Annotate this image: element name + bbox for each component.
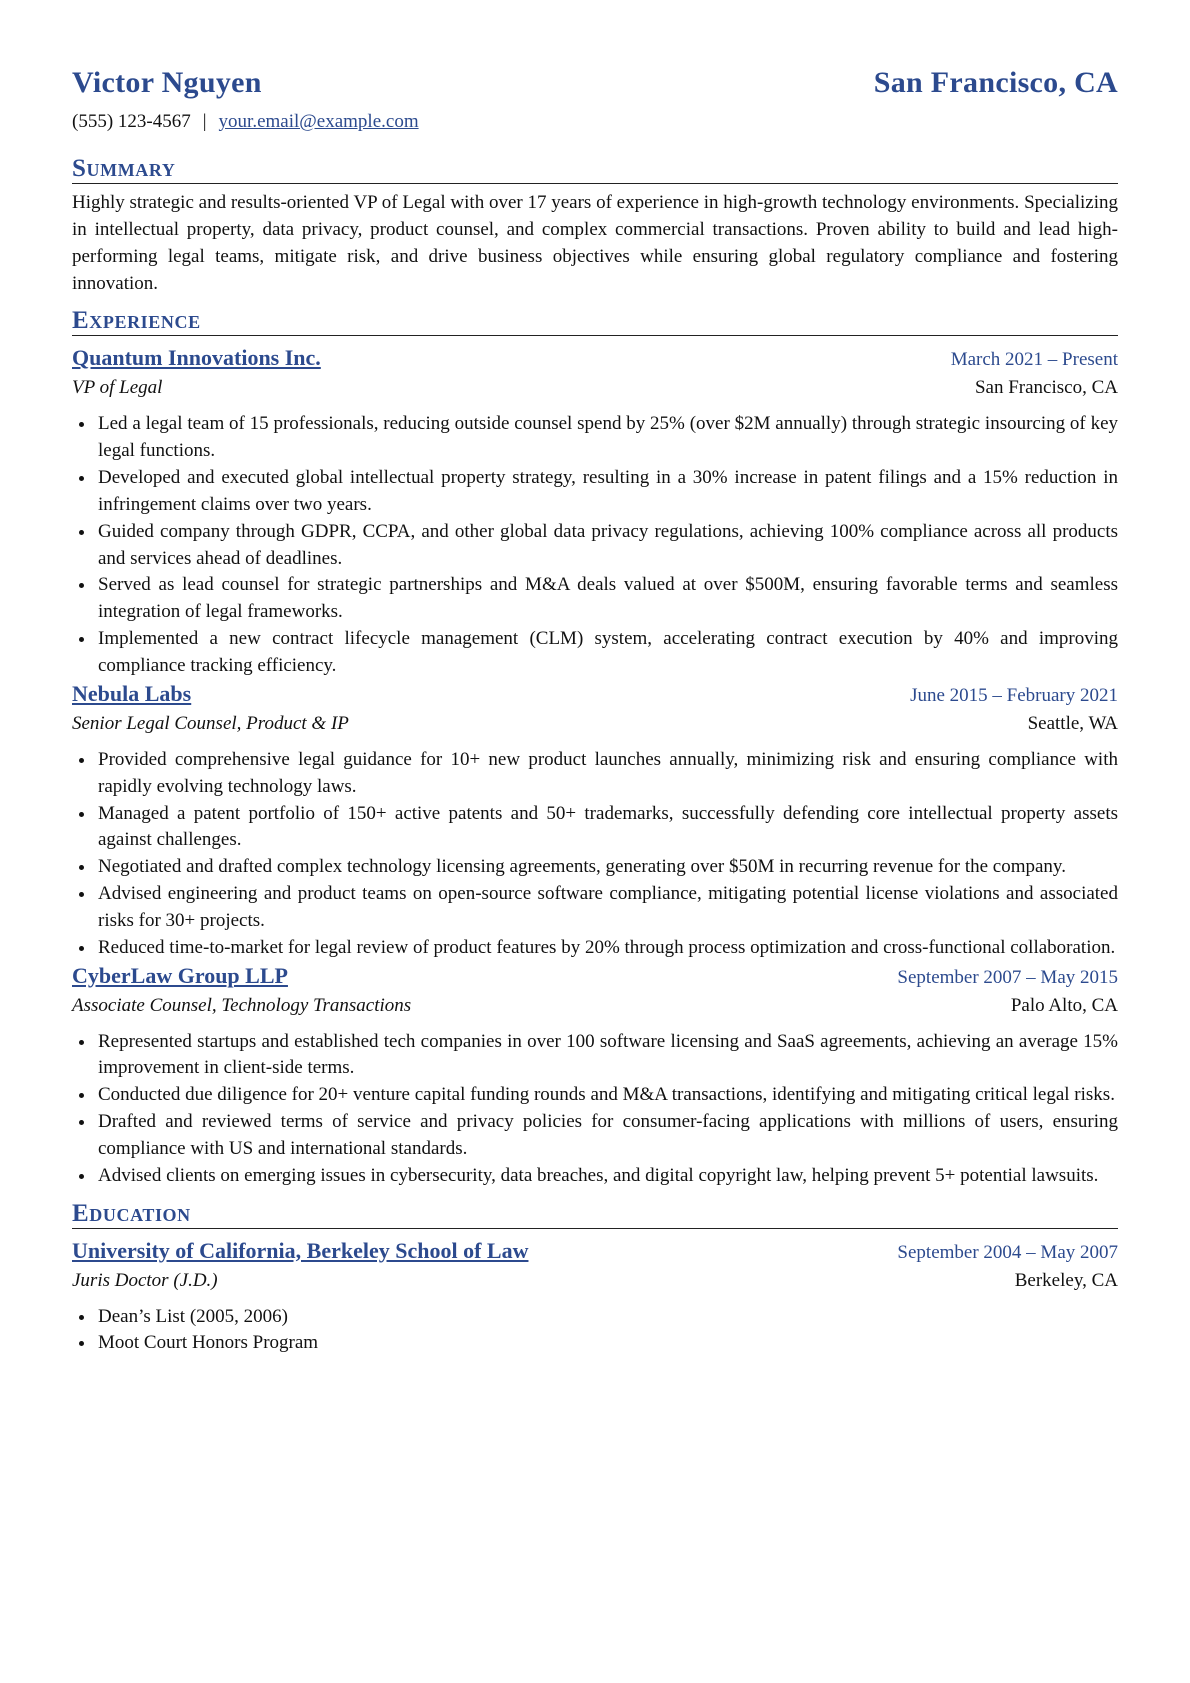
phone-number: (555) 123-4567 xyxy=(72,111,191,132)
entry-location: Palo Alto, CA xyxy=(1010,994,1118,1016)
job-bullet: • Reduced time-to-market for legal review of product features by 20% through process optimization and cross-functional collaboration. xyxy=(96,935,1118,962)
bullet-list xyxy=(72,1029,1118,1190)
experience-list xyxy=(72,344,1118,1189)
entry-subheader-row xyxy=(72,374,1118,401)
job-title: Associate Counsel, Technology Transactions xyxy=(72,994,412,1016)
education-entry xyxy=(72,1237,1118,1358)
candidate-name: Victor Nguyen xyxy=(72,66,262,99)
experience-entry xyxy=(72,344,1118,679)
entry-location: Berkeley, CA xyxy=(1014,1269,1118,1291)
job-bullet: • Represented startups and established tech companies in over 100 software licensing and SaaS agreements, achieving an average 15% improvement in client-side terms. xyxy=(96,1029,1118,1083)
experience-heading: Experience xyxy=(72,307,1118,336)
education-list xyxy=(72,1237,1118,1358)
entry-dates: June 2015 – February 2021 xyxy=(910,684,1118,706)
education-heading: Education xyxy=(72,1200,1118,1229)
entry-header-row xyxy=(72,1237,1118,1267)
summary-heading: Summary xyxy=(72,155,1118,184)
entry-subheader-row xyxy=(72,1267,1118,1294)
entry-header-row xyxy=(72,962,1118,992)
company-link[interactable]: CyberLaw Group LLP xyxy=(72,962,288,988)
bullet-list xyxy=(72,747,1118,962)
contact-separator: | xyxy=(202,111,207,132)
job-bullet: • Guided company through GDPR, CCPA, and other global data privacy regulations, achieving 100% compliance across all products and services ahead of deadlines. xyxy=(96,519,1118,573)
job-title: VP of Legal xyxy=(72,377,163,399)
resume-header xyxy=(72,64,1118,102)
job-bullet: • Drafted and reviewed terms of service and privacy policies for consumer-facing applications with millions of users, ensuring compliance with US and international standards. xyxy=(96,1109,1118,1163)
company-link[interactable]: Quantum Innovations Inc. xyxy=(72,345,321,371)
education-bullet: • Dean’s List (2005, 2006) xyxy=(96,1304,1118,1331)
entry-header-row xyxy=(72,680,1118,710)
job-bullet: • Negotiated and drafted complex technology licensing agreements, generating over $50M in recurring revenue for the company. xyxy=(96,854,1118,881)
bullet-list xyxy=(72,1304,1118,1358)
header-location: San Francisco, CA xyxy=(873,66,1118,99)
school-link[interactable]: University of California, Berkeley School of Law xyxy=(72,1237,529,1263)
degree-title: Juris Doctor (J.D.) xyxy=(72,1269,218,1291)
education-bullet: • Moot Court Honors Program xyxy=(96,1330,1118,1357)
entry-header-row xyxy=(72,344,1118,374)
entry-location: Seattle, WA xyxy=(1027,712,1118,734)
company-link[interactable]: Nebula Labs xyxy=(72,680,192,706)
entry-location: San Francisco, CA xyxy=(974,377,1118,399)
job-bullet: • Advised engineering and product teams on open-source software compliance, mitigating potential license violations and associated risks for 30+ projects. xyxy=(96,881,1118,935)
contact-line xyxy=(72,108,1118,135)
job-bullet: • Developed and executed global intellectual property strategy, resulting in a 30% increase in patent filings and a 15% reduction in infringement claims over two years. xyxy=(96,465,1118,519)
entry-subheader-row xyxy=(72,710,1118,737)
job-bullet: • Implemented a new contract lifecycle management (CLM) system, accelerating contract execution by 40% and improving compliance tracking efficiency. xyxy=(96,626,1118,680)
experience-entry xyxy=(72,680,1118,962)
experience-entry xyxy=(72,962,1118,1190)
entry-dates: September 2004 – May 2007 xyxy=(897,1241,1118,1263)
entry-dates: September 2007 – May 2015 xyxy=(897,966,1118,988)
job-bullet: • Led a legal team of 15 professionals, reducing outside counsel spend by 25% (over $2M annually) through strategic insourcing of key legal functions. xyxy=(96,411,1118,465)
bullet-list xyxy=(72,411,1118,679)
entry-subheader-row xyxy=(72,992,1118,1019)
job-bullet: • Managed a patent portfolio of 150+ active patents and 50+ trademarks, successfully defending core intellectual property assets against challenges. xyxy=(96,801,1118,855)
job-bullet: • Advised clients on emerging issues in cybersecurity, data breaches, and digital copyright law, helping prevent 5+ potential lawsuits. xyxy=(96,1163,1118,1190)
job-bullet: • Served as lead counsel for strategic partnerships and M&A deals valued at over $500M, ensuring favorable terms and seamless integration of legal frameworks. xyxy=(96,572,1118,626)
email-link[interactable]: your.email@example.com xyxy=(218,111,419,132)
job-bullet: • Conducted due diligence for 20+ venture capital funding rounds and M&A transactions, identifying and mitigating critical legal risks. xyxy=(96,1082,1118,1109)
summary-text: Highly strategic and results-oriented VP of Legal with over 17 years of experience in high-growth technology environments. Specializing in intellectual property, data privacy, product counsel, and complex commercial transactions. Proven ability to build and lead high-performing legal teams, mitigate risk, and drive business objectives while ensuring global regulatory compliance and fostering innovation. xyxy=(72,192,1118,294)
entry-dates: March 2021 – Present xyxy=(950,349,1118,371)
job-title: Senior Legal Counsel, Product & IP xyxy=(72,712,349,734)
job-bullet: • Provided comprehensive legal guidance for 10+ new product launches annually, minimizing risk and ensuring compliance with rapidly evolving technology laws. xyxy=(96,747,1118,801)
